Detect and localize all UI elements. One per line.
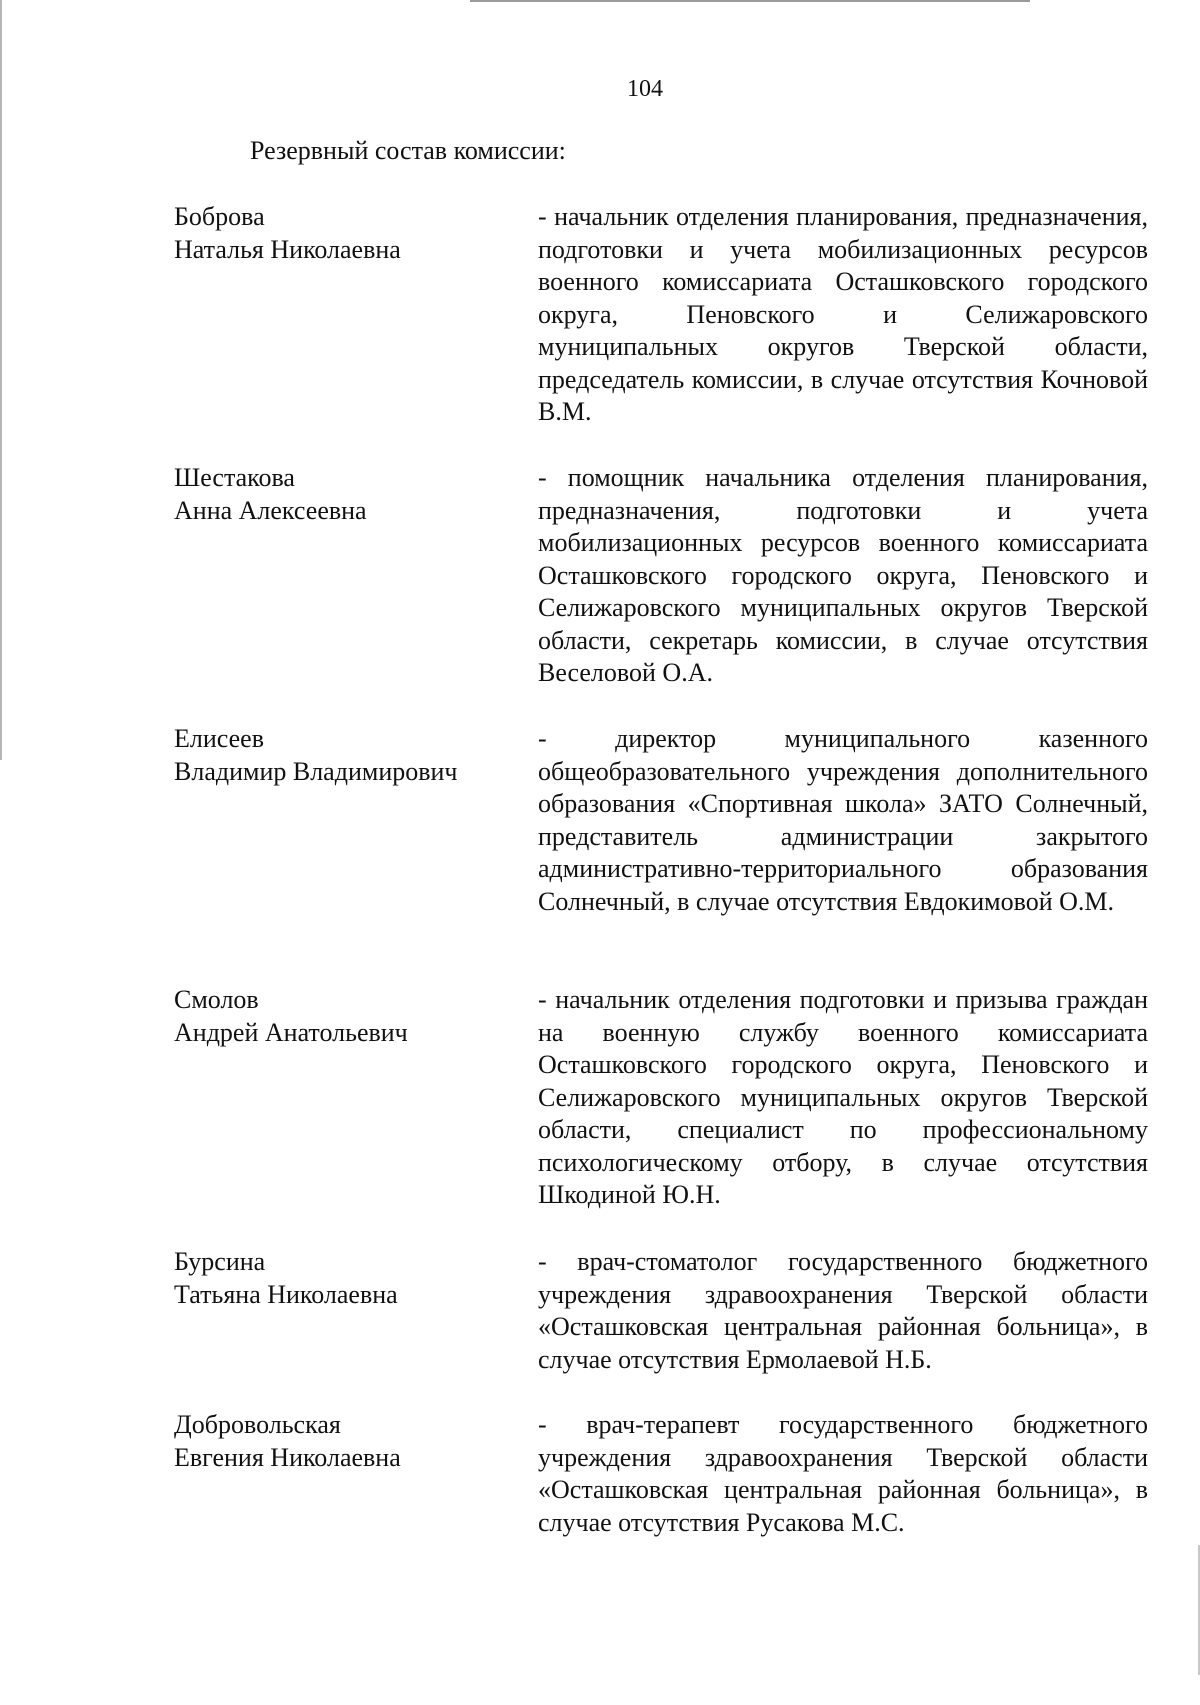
member-surname: Бурсина (174, 1247, 266, 1276)
member-name (174, 462, 514, 527)
member-given-names: Андрей Анатольевич (174, 1017, 408, 1047)
page-number: 104 (627, 76, 663, 102)
member-given-names: Анна Алексеевна (174, 495, 367, 525)
member-given-names: Евгения Николаевна (174, 1442, 401, 1472)
member-name (174, 984, 514, 1049)
member-name (174, 1246, 514, 1311)
member-surname: Боброва (174, 202, 265, 231)
member-role: - начальник отделения планирования, предназначения, подготовки и учета мобилизационных ресурсов военного комиссариата Осташковского городского округа, Пеновского и Селижаровского муниципальных округов Тверской области, председатель комиссии, в случае отсутствия Кочновой В.М. (538, 202, 1148, 426)
member-given-names: Татьяна Николаевна (174, 1279, 398, 1309)
member-surname: Шестакова (174, 463, 295, 492)
member-surname: Елисеев (174, 724, 264, 753)
member-role: - начальник отделения подготовки и призыва граждан на военную службу военного комиссариата Осташковского городского округа, Пеновского и Селижаровского муниципальных округов Тверской области, специалист по профессиональному психологическому отбору, в случае отсутствия Шкодиной Ю.Н. (538, 985, 1148, 1209)
member-name (174, 201, 514, 266)
member-role: - врач-терапевт государственного бюджетного учреждения здравоохранения Тверской области «Осташковская центральная районная больница», в случае отсутствия Русакова М.С. (538, 1410, 1148, 1537)
scan-artifact-top-line (470, 0, 1030, 2)
member-name (174, 1409, 514, 1474)
member-surname: Смолов (174, 985, 259, 1014)
member-name (174, 723, 514, 788)
member-role: - директор муниципального казенного общеобразовательного учреждения дополнительного образования «Спортивная школа» ЗАТО Солнечный, представитель администрации закрытого административно-территориального образования Солнечный, в случае отсутствия Евдокимовой О.М. (538, 724, 1148, 916)
member-given-names: Наталья Николаевна (174, 234, 401, 264)
member-role: - врач-стоматолог государственного бюджетного учреждения здравоохранения Тверской области «Осташковская центральная районная больница», в случае отсутствия Ермолаевой Н.Б. (538, 1247, 1148, 1374)
member-given-names: Владимир Владимирович (174, 756, 458, 786)
section-heading: Резервный состав комиссии: (250, 136, 566, 165)
member-role: - помощник начальника отделения планирования, предназначения, подготовки и учета мобилизационных ресурсов военного комиссариата Осташковского городского округа, Пеновского и Селижаровского муниципальных округов Тверской области, секретарь комиссии, в случае отсутствия Веселовой О.А. (538, 463, 1148, 687)
scan-artifact-left-edge (0, 0, 2, 760)
member-surname: Добровольская (174, 1410, 341, 1439)
